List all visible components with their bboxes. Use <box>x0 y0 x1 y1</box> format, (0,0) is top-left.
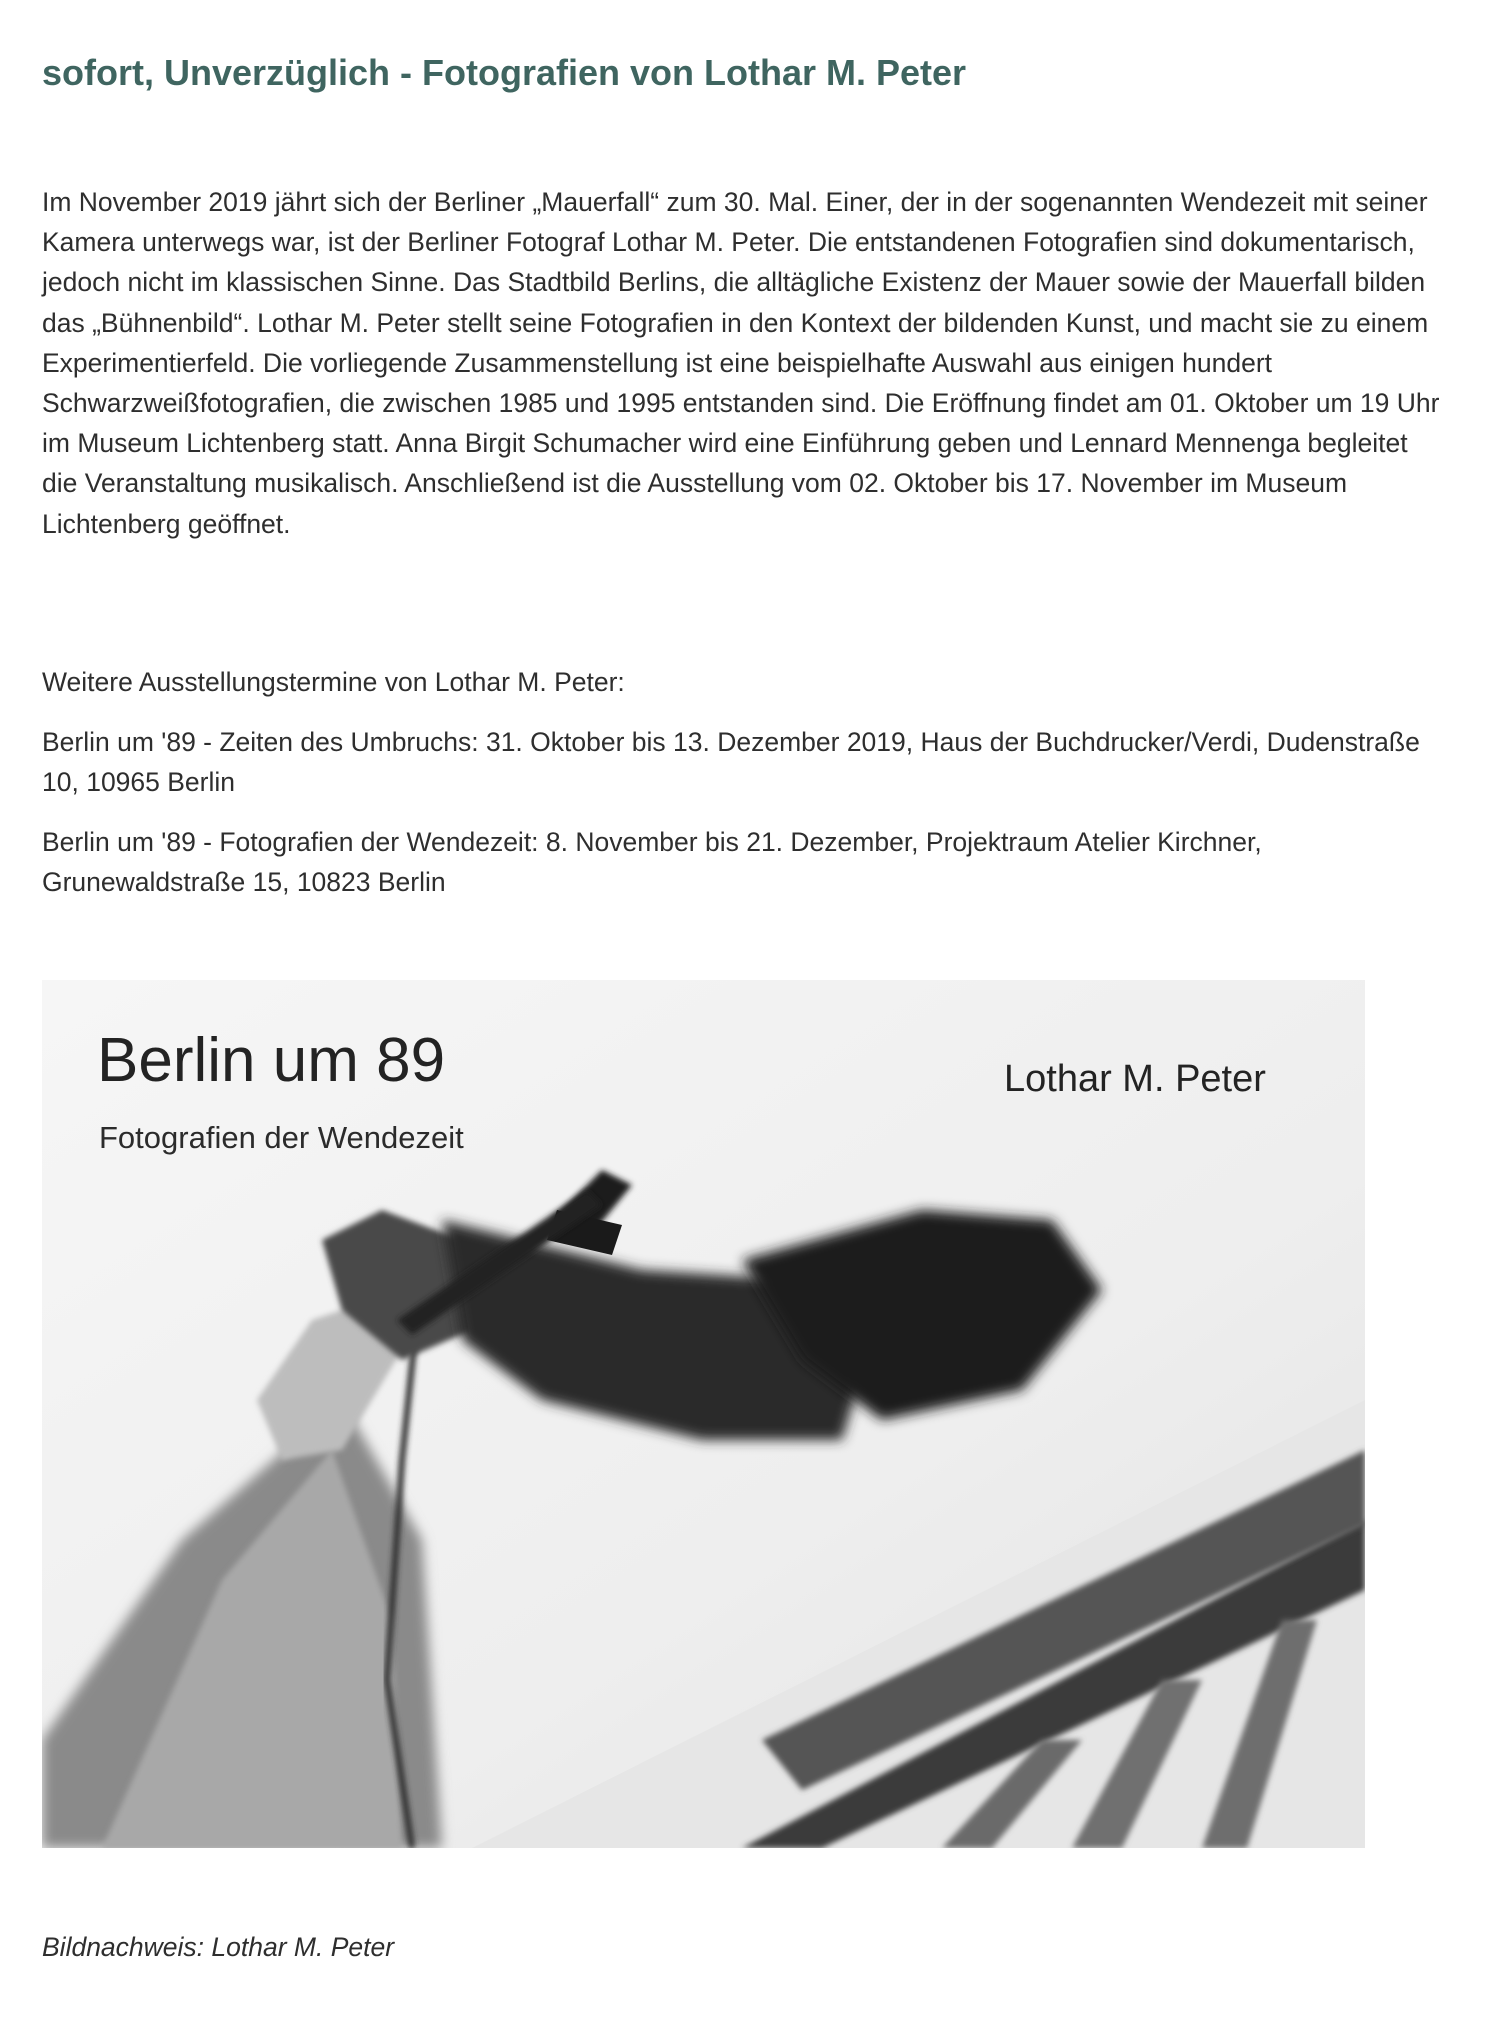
exhibition-date-item: Berlin um '89 - Fotografien der Wendezeit: 8. November bis 21. Dezember, Projektraum Atelier Kirchner, Grunewaldstraße 15, 10823 Berlin <box>42 827 1262 897</box>
exhibition-dates-list <box>42 722 1442 922</box>
poster-title: Berlin um 89 <box>97 1026 446 1095</box>
exhibition-date-item: Berlin um '89 - Zeiten des Umbruchs: 31. Oktober bis 13. Dezember 2019, Haus der Buchdrucker/Verdi, Dudenstraße 10, 10965 Berlin <box>42 727 1420 797</box>
poster-subtitle: Fotografien der Wendezeit <box>99 1120 464 1155</box>
exhibition-poster-image <box>42 980 1365 1848</box>
image-credit: Bildnachweis: Lothar M. Peter <box>42 1932 395 1962</box>
intro-paragraph: Im November 2019 jährt sich der Berliner „Mauerfall“ zum 30. Mal. Einer, der in der sogenannten Wendezeit mit seiner Kamera unterwegs war, ist der Berliner Fotograf Lothar M. Peter. Die entstandenen Fotografien sind dokumentarisch, jedoch nicht im klassischen Sinne. Das Stadtbild Berlins, die alltägliche Existenz der Mauer sowie der Mauerfall bilden das „Bühnenbild“. Lothar M. Peter stellt seine Fotografien in den Kontext der bildenden Kunst, und macht sie zu einem Experimentierfeld. Die vorliegende Zusammenstellung ist eine beispielhafte Auswahl aus einigen hundert Schwarzweißfotografien, die zwischen 1985 und 1995 entstanden sind. Die Eröffnung findet am 01. Oktober um 19 Uhr im Museum Lichtenberg statt. Anna Birgit Schumacher wird eine Einführung geben und Lennard Mennenga begleitet die Veranstaltung musikalisch. Anschließend ist die Ausstellung vom 02. Oktober bis 17. November im Museum Lichtenberg geöffnet. <box>42 187 1440 539</box>
poster-photo-graphic <box>42 980 1365 1848</box>
more-dates-heading: Weitere Ausstellungstermine von Lothar M. Peter: <box>42 667 625 697</box>
poster-author: Lothar M. Peter <box>1004 1058 1266 1100</box>
page-title: sofort, Unverzüglich - Fotografien von Lothar M. Peter <box>42 52 967 93</box>
